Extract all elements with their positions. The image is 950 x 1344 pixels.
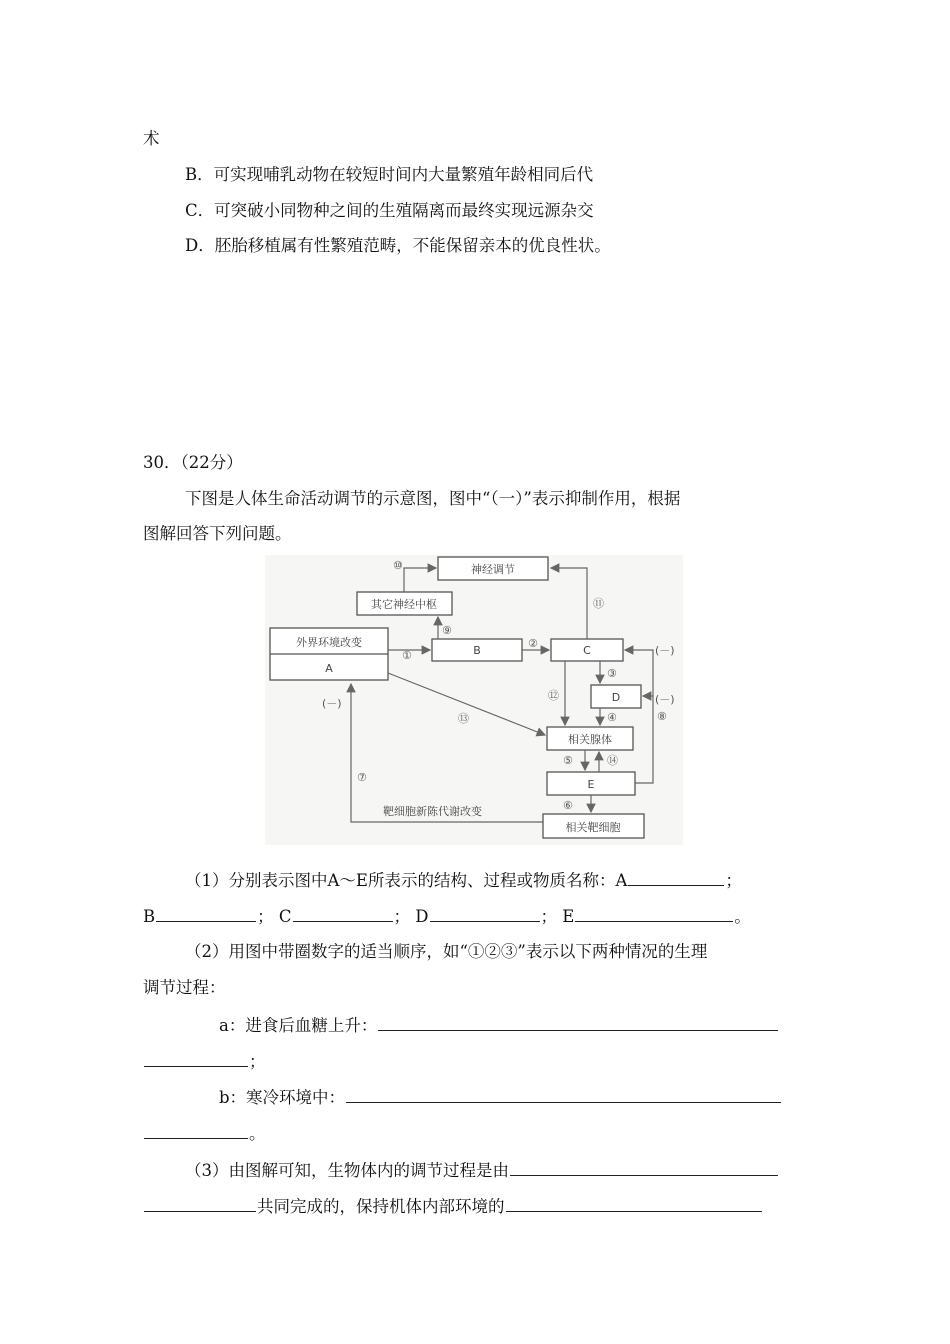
question-intro-1: 下图是人体生命活动调节的示意图，图中“（一）”表示抑制作用，根据 <box>185 489 681 508</box>
box-d-label: D <box>611 691 621 704</box>
q1-label-c: C <box>278 907 292 926</box>
q1-semi-2: ； <box>257 907 274 926</box>
label-bottom: 靶细胞新陈代谢改变 <box>383 805 482 818</box>
blank-q3-1[interactable] <box>510 1159 778 1176</box>
q3-text1: （3）由图解可知，生物体内的调节过程是由 <box>185 1161 509 1180</box>
box-xianti-label: 相关腺体 <box>568 733 612 746</box>
neg-label-d: (－) <box>655 693 675 706</box>
q3-line2 <box>143 1195 763 1218</box>
blank-q2b-1[interactable] <box>346 1086 781 1103</box>
box-qita-label: 其它神经中枢 <box>371 598 437 611</box>
neg-label-c: (－) <box>655 644 675 657</box>
q1-text: （1）分别表示图中A～E所表示的结构、过程或物质名称：A <box>185 871 628 890</box>
num-10: ⑩ <box>393 559 403 572</box>
q2-b-line2 <box>143 1122 266 1145</box>
q1-line2 <box>143 905 751 928</box>
q1-semi-3: ； <box>393 907 411 926</box>
blank-b[interactable] <box>156 905 256 922</box>
q2-b-label: b：寒冷环境中： <box>219 1088 346 1107</box>
q3-line1 <box>185 1159 779 1182</box>
box-b-label: B <box>473 644 481 657</box>
box-a-label: A <box>325 662 333 675</box>
num-12: ⑫ <box>548 689 559 702</box>
q1-label-e: E <box>562 907 575 926</box>
q1-semi-4: ； <box>540 907 557 926</box>
q1-semi-1: ； <box>725 871 742 890</box>
q2-a-end: ； <box>249 1052 266 1071</box>
num-1: ① <box>402 649 412 662</box>
blank-c[interactable] <box>293 905 393 922</box>
num-8: ⑧ <box>657 710 667 723</box>
q2-b-line <box>219 1086 782 1109</box>
question-number: 30．（22分） <box>143 453 243 472</box>
q2-line2: 调节过程： <box>143 978 226 997</box>
num-6: ⑥ <box>563 799 573 812</box>
blank-q3-2[interactable] <box>144 1195 256 1212</box>
q3-text2: 共同完成的，保持机体内部环境的 <box>257 1197 505 1216</box>
blank-q2a-1[interactable] <box>378 1014 778 1031</box>
blank-a[interactable] <box>628 869 724 886</box>
box-e-label: E <box>587 778 595 791</box>
q2-line1: （2）用图中带圈数字的适当顺序，如“①②③”表示以下两种情况的生理 <box>185 942 708 961</box>
q1-line1 <box>185 869 742 892</box>
option-b: B．可实现哺乳动物在较短时间内大量繁殖年龄相同后代 <box>185 165 594 184</box>
option-a-tail: 术 <box>143 129 160 148</box>
box-c-label: C <box>583 644 591 657</box>
regulation-diagram-svg <box>265 555 683 845</box>
q1-end: 。 <box>734 907 751 926</box>
num-5: ⑤ <box>563 754 573 767</box>
blank-q2a-2[interactable] <box>144 1050 248 1067</box>
option-c: C．可突破小同物种之间的生殖隔离而最终实现远源杂交 <box>185 201 594 220</box>
num-14: ⑭ <box>607 754 618 767</box>
box-waijie-label: 外界环境改变 <box>296 636 362 649</box>
q2-a-label: a：进食后血糖上升： <box>219 1016 378 1035</box>
q1-label-d: D <box>415 907 429 926</box>
num-9: ⑨ <box>442 624 452 637</box>
option-d: D．胚胎移植属有性繁殖范畴，不能保留亲本的优良性状。 <box>185 236 611 255</box>
neg-label-a: (－) <box>322 697 342 710</box>
num-2: ② <box>528 637 538 650</box>
q1-label-b: B <box>143 907 156 926</box>
blank-d[interactable] <box>430 905 540 922</box>
q2-b-end: 。 <box>249 1124 266 1143</box>
num-13: ⑬ <box>458 712 469 725</box>
blank-q2b-2[interactable] <box>144 1122 248 1139</box>
blank-q3-3[interactable] <box>506 1195 762 1212</box>
blank-e[interactable] <box>575 905 733 922</box>
num-4: ④ <box>607 711 617 724</box>
question-intro-2: 图解回答下列问题。 <box>143 524 292 543</box>
regulation-diagram <box>265 555 683 845</box>
num-3: ③ <box>607 667 617 680</box>
box-shenjing-label: 神经调节 <box>471 563 515 576</box>
q2-a-line2 <box>143 1050 266 1073</box>
q2-a-line <box>219 1014 779 1037</box>
num-11: ⑪ <box>593 597 604 610</box>
num-7: ⑦ <box>357 771 367 784</box>
box-baxibao-label: 相关靶细胞 <box>565 821 621 834</box>
